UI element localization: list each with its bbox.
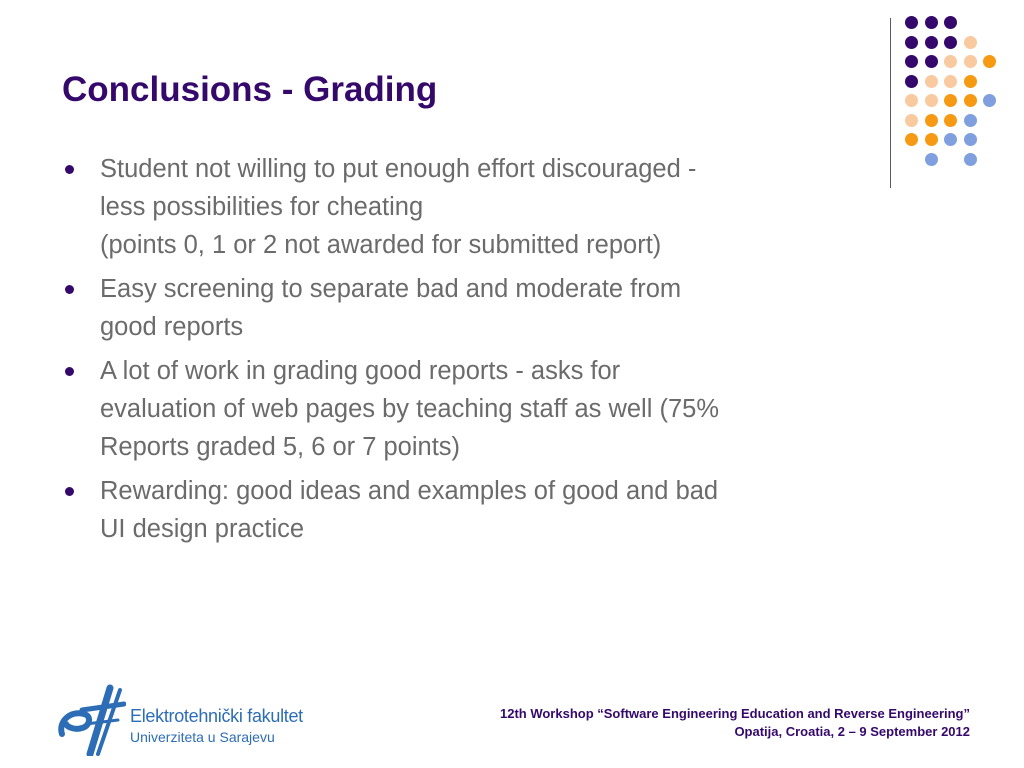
decorative-dot [925,75,938,88]
decorative-dot [983,94,996,107]
faculty-logo [56,684,316,756]
bullet-text-line: less possibilities for cheating [100,193,424,221]
bullet-dot-icon [65,165,74,174]
decorative-dot-grid [904,14,1014,164]
bullet-list [62,150,872,554]
decorative-dot [944,114,957,127]
decorative-dot [944,55,957,68]
bullet-item [62,352,872,466]
bullet-text-line: good reports [100,313,244,341]
decorative-dot [944,75,957,88]
bullet-text-line: Easy screening to separate bad and moderate from [100,275,682,303]
decorative-dot [905,75,918,88]
decorative-dot [925,153,938,166]
bullet-text-line: A lot of work in grading good reports - asks for [100,357,621,385]
decorative-dot [905,16,918,29]
bullet-text-line: (points 0, 1 or 2 not awarded for submitted report) [100,231,662,259]
etf-logo-icon [56,684,126,756]
decorative-dot [944,94,957,107]
decorative-dot [964,55,977,68]
decorative-dot [964,94,977,107]
decorative-dot [964,153,977,166]
decorative-dot [944,133,957,146]
decorative-dot [925,36,938,49]
bullet-text-line: UI design practice [100,515,305,543]
workshop-name: 12th Workshop “Software Engineering Education and Reverse Engineering” [499,706,970,721]
decorative-dot [964,75,977,88]
decorative-dot [905,133,918,146]
decorative-dot [925,55,938,68]
bullet-dot-icon [65,487,74,496]
footer-credits [500,705,970,741]
bullet-item [62,270,872,346]
bullet-text-line: Reports graded 5, 6 or 7 points) [100,433,461,461]
workshop-location-date: Opatija, Croatia, 2 – 9 September 2012 [734,724,970,739]
decorative-dot [925,114,938,127]
bullet-item [62,150,872,264]
decorative-dot [944,36,957,49]
title-divider-line [890,18,891,188]
bullet-text-line: Student not willing to put enough effort discouraged - [100,155,697,183]
decorative-dot [905,114,918,127]
decorative-dot [905,55,918,68]
decorative-dot [944,16,957,29]
bullet-item [62,472,872,548]
decorative-dot [925,16,938,29]
faculty-name: Elektrotehnički fakultet [130,706,303,726]
bullet-text-line: evaluation of web pages by teaching staff as well (75% [100,395,719,423]
decorative-dot [905,94,918,107]
slide-title: Conclusions - Grading [62,70,438,109]
bullet-dot-icon [65,285,74,294]
decorative-dot [905,36,918,49]
decorative-dot [964,36,977,49]
decorative-dot [964,114,977,127]
decorative-dot [925,94,938,107]
decorative-dot [983,55,996,68]
decorative-dot [964,133,977,146]
university-name: Univerziteta u Sarajevu [130,729,275,745]
bullet-text-line: Rewarding: good ideas and examples of good and bad [100,477,719,505]
bullet-dot-icon [65,367,74,376]
decorative-dot [925,133,938,146]
